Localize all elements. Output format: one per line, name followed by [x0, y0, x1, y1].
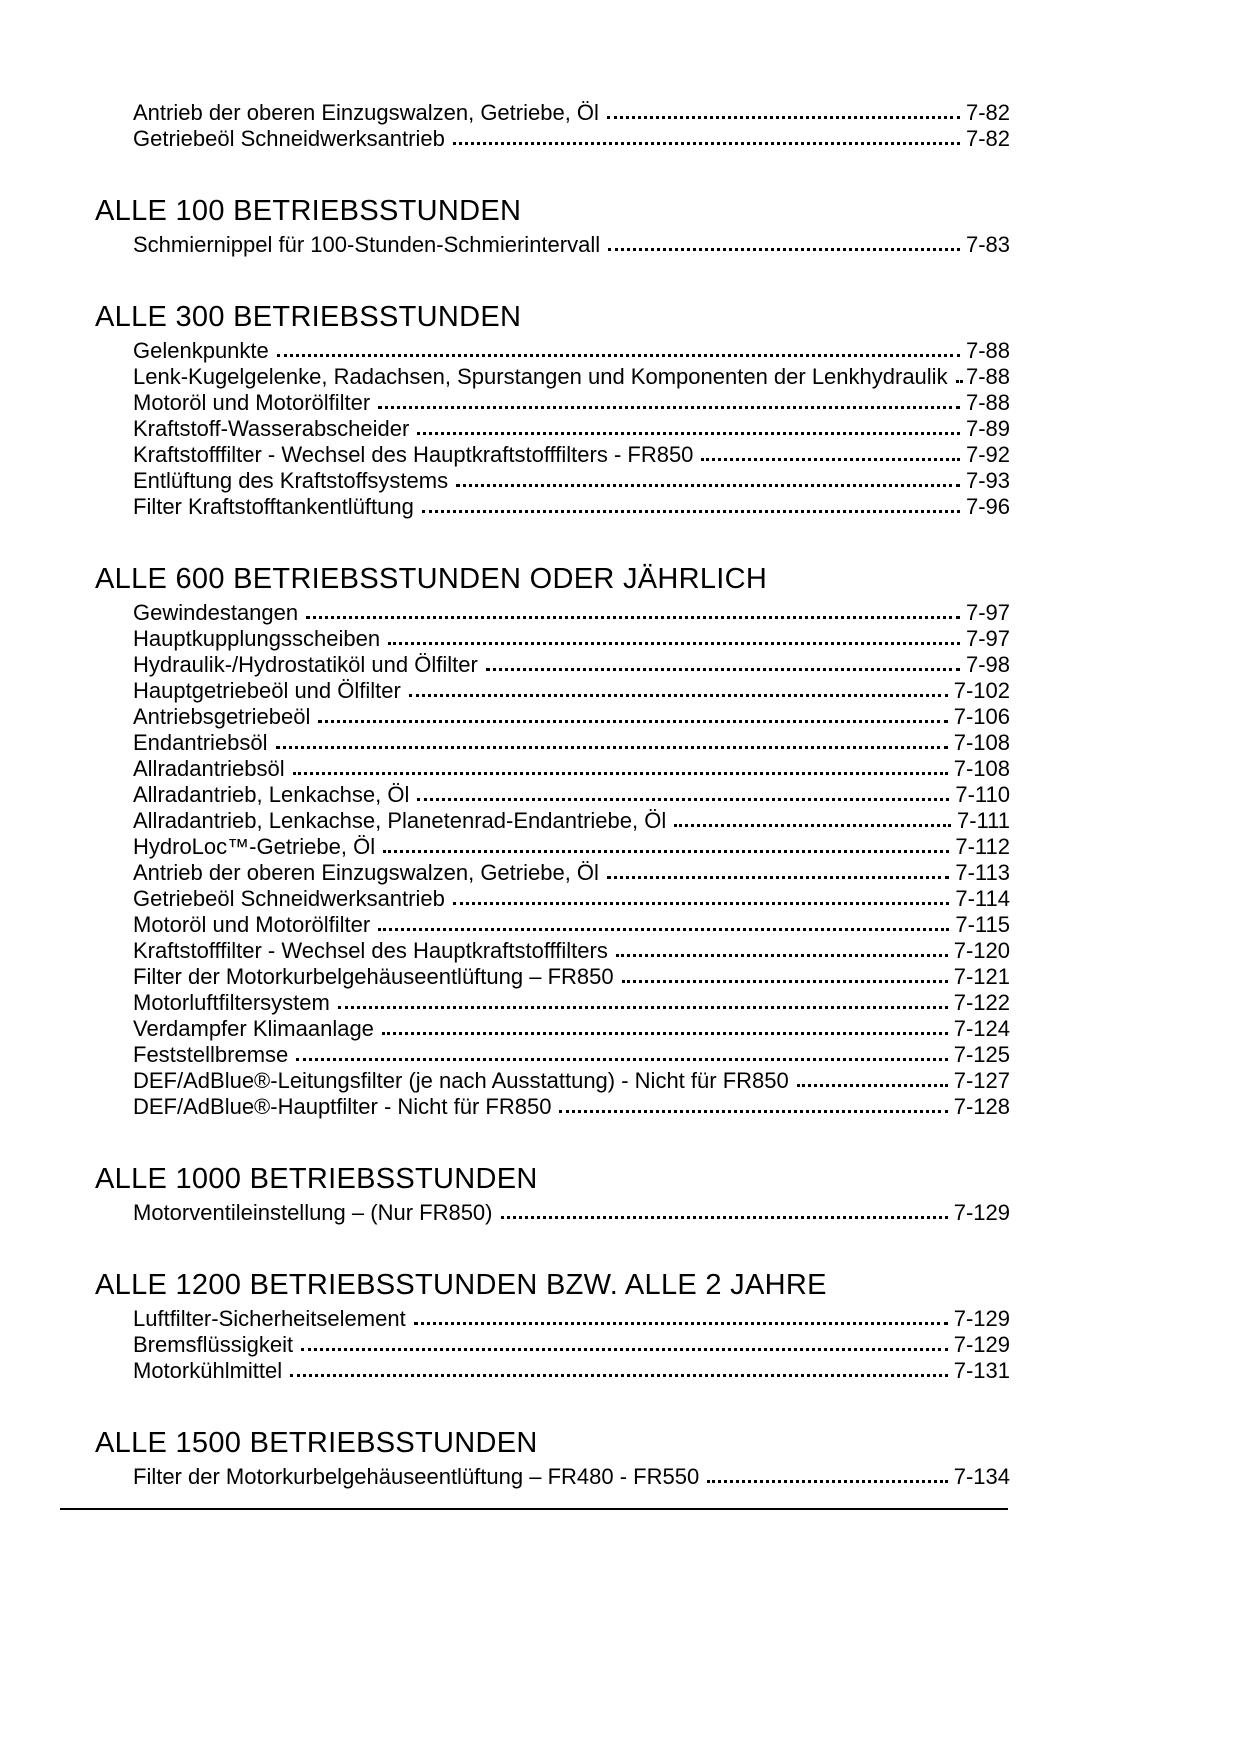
entry-page-number: 7-111: [956, 808, 1010, 833]
entry-label: Lenk-Kugelgelenke, Radachsen, Spurstangen und Komponenten der Lenkhydraulik: [133, 364, 948, 389]
toc-entry: [95, 442, 1010, 468]
section-entries: [95, 1306, 1010, 1384]
entry-label: Getriebeöl Schneidwerksantrieb: [133, 126, 445, 151]
entry-page-number: 7-108: [953, 756, 1010, 781]
dot-leader: [707, 1480, 948, 1483]
toc-entry: [95, 364, 1010, 390]
dot-leader: [382, 1032, 948, 1035]
toc-section: [95, 1426, 1010, 1490]
entry-page-number: 7-82: [965, 126, 1010, 151]
dot-leader: [417, 798, 949, 801]
section-entries: [95, 600, 1010, 1120]
footer-divider: [60, 1508, 1008, 1510]
entry-page-number: 7-110: [955, 782, 1010, 807]
entry-label: Filter Kraftstofftankentlüftung: [133, 494, 414, 519]
toc-entry: [95, 1042, 1010, 1068]
entry-label: Filter der Motorkurbelgehäuseentlüftung – FR480 - FR550: [133, 1464, 700, 1489]
toc-entry: [95, 1358, 1010, 1384]
dot-leader: [417, 432, 960, 435]
entry-page-number: 7-129: [953, 1306, 1010, 1331]
entry-page-number: 7-120: [953, 938, 1010, 963]
dot-leader: [318, 720, 947, 723]
entry-label: Kraftstoff-Wasserabscheider: [133, 416, 410, 441]
entry-page-number: 7-92: [965, 442, 1010, 467]
toc-section: [95, 1268, 1010, 1384]
dot-leader: [409, 694, 948, 697]
dot-leader: [607, 116, 960, 119]
dot-leader: [797, 1084, 948, 1087]
entry-label: Luftfilter-Sicherheitselement: [133, 1306, 406, 1331]
dot-leader: [608, 248, 960, 251]
toc-entry: [95, 704, 1010, 730]
entry-page-number: 7-122: [953, 990, 1010, 1015]
entry-label: Allradantriebsöl: [133, 756, 285, 781]
dot-leader: [290, 1374, 948, 1377]
toc-entry: [95, 1016, 1010, 1042]
toc-entry: [95, 1332, 1010, 1358]
entry-page-number: 7-93: [965, 468, 1010, 493]
dot-leader: [277, 354, 960, 357]
entry-label: Motorventileinstellung – (Nur FR850): [133, 1200, 493, 1225]
dot-leader: [456, 484, 960, 487]
toc-entry: [95, 886, 1010, 912]
dot-leader: [378, 928, 949, 931]
entry-label: Motoröl und Motorölfilter: [133, 390, 371, 415]
section-entries: [95, 1464, 1010, 1490]
section-entries: [95, 232, 1010, 258]
entry-page-number: 7-97: [965, 626, 1010, 651]
dot-leader: [301, 1348, 948, 1351]
entry-page-number: 7-124: [953, 1016, 1010, 1041]
entry-label: Verdampfer Klimaanlage: [133, 1016, 374, 1041]
toc-entry: [95, 600, 1010, 626]
toc-entry: [95, 834, 1010, 860]
section-title: ALLE 600 BETRIEBSSTUNDEN ODER JÄHRLICH: [95, 563, 768, 595]
toc-section: [95, 194, 1010, 258]
toc-entry: [95, 756, 1010, 782]
toc-entry: [95, 494, 1010, 520]
section-title: ALLE 1000 BETRIEBSSTUNDEN: [95, 1163, 538, 1195]
toc-entry: [95, 1200, 1010, 1226]
entry-page-number: 7-98: [965, 652, 1010, 677]
dot-leader: [559, 1110, 947, 1113]
section-title: ALLE 1500 BETRIEBSSTUNDEN: [95, 1427, 538, 1459]
dot-leader: [607, 876, 949, 879]
dot-leader: [378, 406, 960, 409]
entry-label: Hydraulik-/Hydrostatiköl und Ölfilter: [133, 652, 478, 677]
entry-label: Allradantrieb, Lenkachse, Planetenrad-Endantriebe, Öl: [133, 808, 667, 833]
entry-page-number: 7-108: [953, 730, 1010, 755]
dot-leader: [622, 980, 948, 983]
entry-label: Hauptgetriebeöl und Ölfilter: [133, 678, 401, 703]
entry-page-number: 7-83: [965, 232, 1010, 257]
entry-label: Hauptkupplungsscheiben: [133, 626, 381, 651]
toc-entry: [95, 938, 1010, 964]
dot-leader: [422, 510, 960, 513]
entry-page-number: 7-88: [965, 390, 1010, 415]
toc-section: [95, 100, 1010, 152]
entry-label: Gelenkpunkte: [133, 338, 269, 363]
toc-entry: [95, 730, 1010, 756]
entry-page-number: 7-129: [953, 1332, 1010, 1357]
toc-section: [95, 1162, 1010, 1226]
entry-label: Entlüftung des Kraftstoffsystems: [133, 468, 449, 493]
dot-leader: [701, 458, 960, 461]
entry-label: Motorkühlmittel: [133, 1358, 283, 1383]
dot-leader: [453, 142, 960, 145]
toc-entry: [95, 100, 1010, 126]
dot-leader: [388, 642, 960, 645]
entry-page-number: 7-89: [965, 416, 1010, 441]
toc-entry: [95, 964, 1010, 990]
entry-label: DEF/AdBlue®-Hauptfilter - Nicht für FR850: [133, 1094, 552, 1119]
entry-label: Antrieb der oberen Einzugswalzen, Getriebe, Öl: [133, 100, 599, 125]
entry-page-number: 7-115: [955, 912, 1010, 937]
entry-label: Bremsflüssigkeit: [133, 1332, 294, 1357]
section-entries: [95, 100, 1010, 152]
toc-entry: [95, 1306, 1010, 1332]
toc-entry: [95, 860, 1010, 886]
entry-page-number: 7-134: [953, 1464, 1010, 1489]
toc-entry: [95, 126, 1010, 152]
toc-entry: [95, 782, 1010, 808]
entry-label: Endantriebsöl: [133, 730, 268, 755]
entry-page-number: 7-125: [953, 1042, 1010, 1067]
entry-label: Kraftstofffilter - Wechsel des Hauptkraftstofffilters: [133, 938, 608, 963]
entry-label: Motoröl und Motorölfilter: [133, 912, 371, 937]
entry-page-number: 7-129: [953, 1200, 1010, 1225]
dot-leader: [338, 1006, 948, 1009]
entry-page-number: 7-112: [955, 834, 1010, 859]
dot-leader: [276, 746, 948, 749]
section-title: ALLE 300 BETRIEBSSTUNDEN: [95, 301, 522, 333]
toc-entry: [95, 1068, 1010, 1094]
toc-entry: [95, 1094, 1010, 1120]
entry-label: Filter der Motorkurbelgehäuseentlüftung – FR850: [133, 964, 614, 989]
entry-page-number: 7-96: [965, 494, 1010, 519]
toc-entry: [95, 990, 1010, 1016]
toc-entry: [95, 912, 1010, 938]
toc-section: [95, 562, 1010, 1120]
section-title: ALLE 1200 BETRIEBSSTUNDEN BZW. ALLE 2 JAHRE: [95, 1269, 827, 1301]
entry-label: Feststellbremse: [133, 1042, 289, 1067]
toc-entry: [95, 468, 1010, 494]
dot-leader: [306, 616, 960, 619]
section-entries: [95, 1200, 1010, 1226]
toc-entry: [95, 1464, 1010, 1490]
entry-label: Antrieb der oberen Einzugswalzen, Getriebe, Öl: [133, 860, 599, 885]
toc: [95, 100, 1010, 1490]
entry-page-number: 7-82: [965, 100, 1010, 125]
entry-page-number: 7-121: [953, 964, 1010, 989]
toc-entry: [95, 678, 1010, 704]
entry-label: Schmiernippel für 100-Stunden-Schmierintervall: [133, 232, 601, 257]
dot-leader: [293, 772, 948, 775]
entry-page-number: 7-128: [953, 1094, 1010, 1119]
entry-page-number: 7-113: [955, 860, 1010, 885]
entry-page-number: 7-106: [953, 704, 1010, 729]
toc-entry: [95, 652, 1010, 678]
entry-label: Gewindestangen: [133, 600, 299, 625]
toc-entry: [95, 232, 1010, 258]
entry-label: Getriebeöl Schneidwerksantrieb: [133, 886, 445, 911]
entry-page-number: 7-97: [965, 600, 1010, 625]
entry-page-number: 7-131: [953, 1358, 1010, 1383]
entry-page-number: 7-88: [965, 364, 1010, 389]
toc-entry: [95, 416, 1010, 442]
dot-leader: [501, 1216, 948, 1219]
toc-entry: [95, 390, 1010, 416]
entry-label: Antriebsgetriebeöl: [133, 704, 311, 729]
dot-leader: [616, 954, 948, 957]
entry-label: Allradantrieb, Lenkachse, Öl: [133, 782, 410, 807]
entry-page-number: 7-88: [965, 338, 1010, 363]
toc-section: [95, 300, 1010, 520]
entry-page-number: 7-102: [953, 678, 1010, 703]
section-entries: [95, 338, 1010, 520]
dot-leader: [956, 380, 960, 383]
toc-entry: [95, 626, 1010, 652]
entry-label: Kraftstofffilter - Wechsel des Hauptkraftstofffilters - FR850: [133, 442, 694, 467]
toc-entry: [95, 338, 1010, 364]
dot-leader: [296, 1058, 947, 1061]
dot-leader: [674, 824, 951, 827]
entry-label: HydroLoc™-Getriebe, Öl: [133, 834, 376, 859]
entry-label: Motorluftfiltersystem: [133, 990, 330, 1015]
entry-page-number: 7-114: [955, 886, 1010, 911]
dot-leader: [453, 902, 950, 905]
entry-label: DEF/AdBlue®-Leitungsfilter (je nach Ausstattung) - Nicht für FR850: [133, 1068, 789, 1093]
dot-leader: [414, 1322, 948, 1325]
toc-entry: [95, 808, 1010, 834]
entry-page-number: 7-127: [953, 1068, 1010, 1093]
section-title: ALLE 100 BETRIEBSSTUNDEN: [95, 195, 522, 227]
dot-leader: [383, 850, 949, 853]
dot-leader: [486, 668, 960, 671]
